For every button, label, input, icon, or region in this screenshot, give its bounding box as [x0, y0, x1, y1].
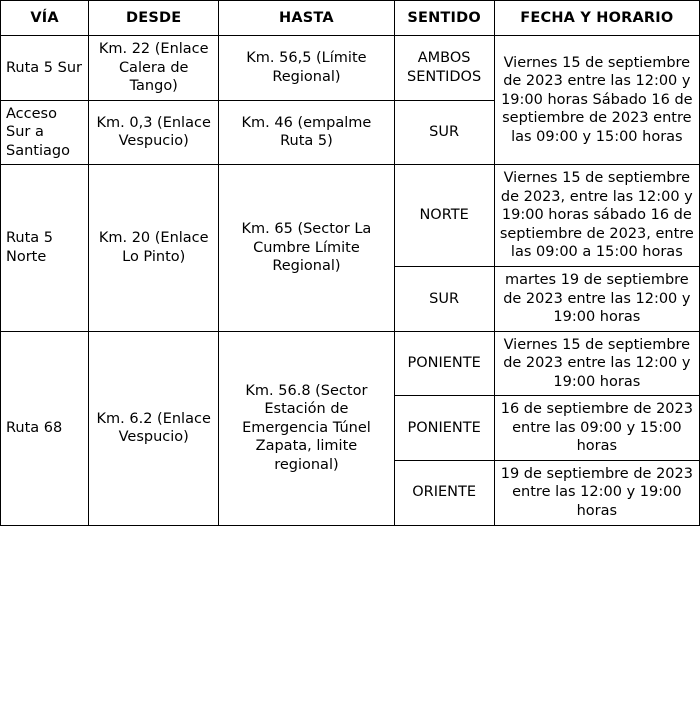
cell-sentido: ORIENTE [394, 460, 494, 525]
cell-fecha-horario: martes 19 de septiembre de 2023 entre las 12:00 y 19:00 horas [494, 267, 699, 332]
cell-via: Ruta 5 Norte [1, 165, 89, 331]
column-header-hasta: HASTA [219, 1, 394, 36]
column-header-desde: DESDE [89, 1, 219, 36]
cell-sentido: PONIENTE [394, 396, 494, 461]
cell-desde: Km. 22 (Enlace Calera de Tango) [89, 36, 219, 101]
cell-desde: Km. 0,3 (Enlace Vespucio) [89, 100, 219, 165]
cell-fecha-horario: 19 de septiembre de 2023 entre las 12:00 y 19:00 horas [494, 460, 699, 525]
column-header-sentido: SENTIDO [394, 1, 494, 36]
table-row [1, 331, 700, 396]
table-header-row [1, 1, 700, 36]
cell-via: Ruta 68 [1, 331, 89, 525]
cell-sentido: SUR [394, 100, 494, 165]
column-header-via: VÍA [1, 1, 89, 36]
cell-fecha-horario: 16 de septiembre de 2023 entre las 09:00 y 15:00 horas [494, 396, 699, 461]
column-header-fecha-horario: FECHA Y HORARIO [494, 1, 699, 36]
cell-sentido: PONIENTE [394, 331, 494, 396]
cell-via: Ruta 5 Sur [1, 36, 89, 101]
table-row [1, 165, 700, 267]
cell-sentido: SUR [394, 267, 494, 332]
cell-sentido: NORTE [394, 165, 494, 267]
table-row [1, 36, 700, 101]
cell-sentido: AMBOS SENTIDOS [394, 36, 494, 101]
cell-via: Acceso Sur a Santiago [1, 100, 89, 165]
fecha-text-2: Sábado 16 de septiembre de 2023 entre las 09:00 y 15:00 horas [502, 91, 693, 145]
cell-desde: Km. 20 (Enlace Lo Pinto) [89, 165, 219, 331]
cell-hasta: Km. 65 (Sector La Cumbre Límite Regional) [219, 165, 394, 331]
fecha-text-1: Viernes 15 de septiembre de 2023 entre las 12:00 y 19:00 horas [501, 54, 691, 108]
cell-fecha-horario: Viernes 15 de septiembre de 2023 entre las 12:00 y 19:00 horas [494, 331, 699, 396]
cell-fecha-horario: Viernes 15 de septiembre de 2023, entre las 12:00 y 19:00 horas sábado 16 de septiembre de 2023, entre las 09:00 a 15:00 horas [494, 165, 699, 267]
cell-fecha-horario [494, 36, 699, 165]
cell-hasta: Km. 46 (empalme Ruta 5) [219, 100, 394, 165]
cell-hasta: Km. 56,5 (Límite Regional) [219, 36, 394, 101]
cell-hasta: Km. 56.8 (Sector Estación de Emergencia Túnel Zapata, limite regional) [219, 331, 394, 525]
cell-desde: Km. 6.2 (Enlace Vespucio) [89, 331, 219, 525]
